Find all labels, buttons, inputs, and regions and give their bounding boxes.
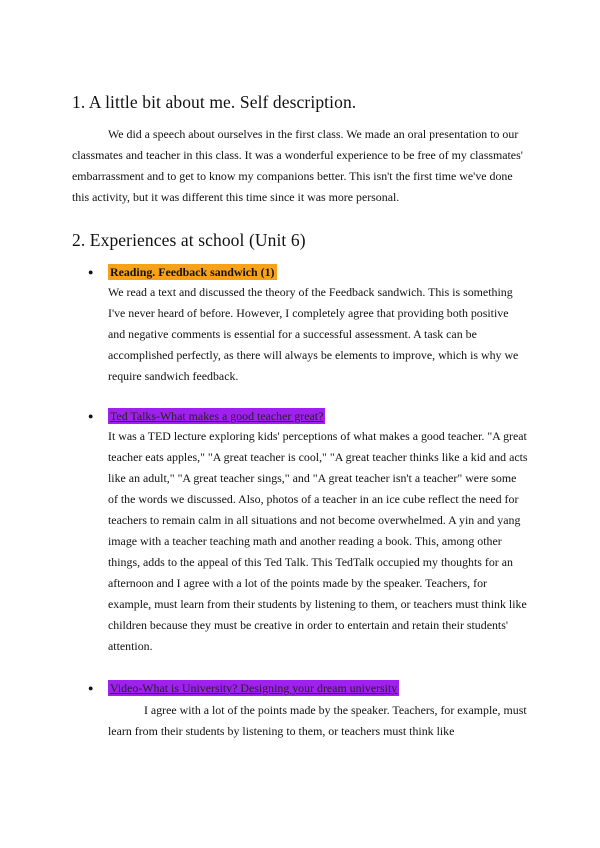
bullet-item-university-video — [88, 680, 399, 696]
item-title: Reading. Feedback sandwich (1) — [110, 265, 275, 279]
section-2-heading: 2. Experiences at school (Unit 6) — [72, 230, 306, 250]
bullet-icon: ● — [88, 411, 94, 421]
bullet-icon: ● — [88, 267, 94, 277]
item-body: It was a TED lecture exploring kids' perceptions of what makes a good teacher. "A great teacher eats apples," "A great teacher is cool," "A great teacher thinks like a kid and acts like an adult," "A great teacher sings," and "A great teacher isn't a teacher" were some of the words we discussed. Also, photos of a teacher in an ice cube reflect the need for teachers to remain calm in all situations and not become overwhelmed. A yin and yang image with a teacher teaching math and another reading a book. This, among other things, adds to the appeal of this Ted Talk. This TedTalk occupied my thoughts for an afternoon and I agree with a lot of the points made by the speaker. Teachers, for example, must learn from their students by listening to them, or teachers must think like children because they must be creative in order to entertain and retain their students' attention. — [108, 429, 528, 653]
bullet-item-ted-talks — [88, 408, 325, 424]
item-body: We read a text and discussed the theory of the Feedback sandwich. This is something I've never heard of before. However, I completely agree that providing both positive and negative comments is essential for a successful assessment. A task can be accomplished perfectly, as there will always be elements to improve, which is why we require sandwich feedback. — [108, 285, 519, 383]
item-title-link[interactable]: Ted Talks-What makes a good teacher great? — [110, 409, 324, 423]
section-1-heading: 1. A little bit about me. Self description. — [72, 92, 357, 112]
bullet-icon: ● — [88, 683, 94, 693]
section-1-paragraph: We did a speech about ourselves in the first class. We made an oral presentation to our classmates and teacher in this class. It was a wonderful experience to be free of my classmates' embarrassment and to get to know my companions better. This isn't the first time we've done this activity, but it was different this time since it was more personal. — [72, 127, 523, 204]
item-body: I agree with a lot of the points made by the speaker. Teachers, for example, must learn from their students by listening to them, or teachers must think like — [108, 703, 527, 738]
bullet-item-feedback-sandwich — [88, 264, 277, 280]
item-title-link[interactable]: Video-What is University? Designing your dream university — [110, 681, 398, 695]
